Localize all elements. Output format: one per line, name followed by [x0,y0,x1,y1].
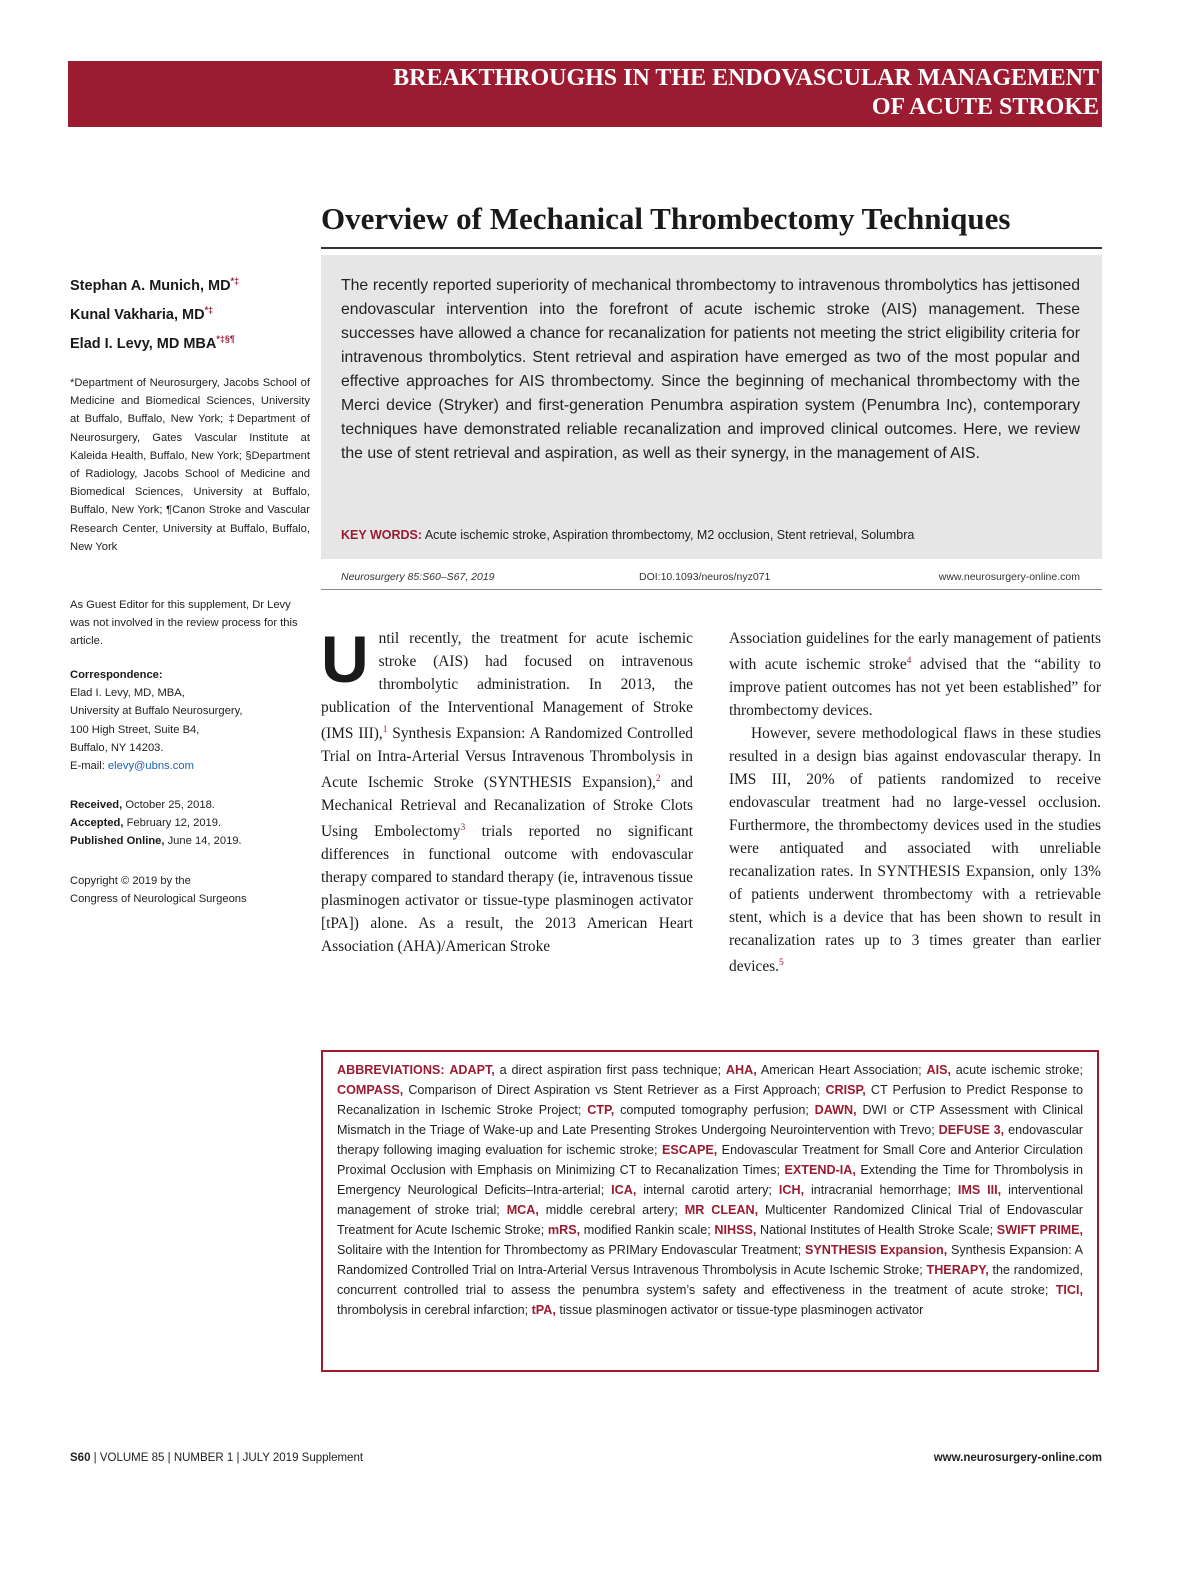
banner-line-1: BREAKTHROUGHS IN THE ENDOVASCULAR MANAGEMENT [393,65,1099,91]
ref-5[interactable]: 5 [779,958,784,969]
journal-url[interactable]: www.neurosurgery-online.com [938,571,1080,583]
abbreviation-definition: Solitaire with the Intention for Thrombectomy as PRIMary Endovascular Treatment; [337,1243,805,1257]
volume: VOLUME 85 [99,1452,165,1464]
drop-cap: U [321,622,369,696]
abbreviation-definition: a direct aspiration first pass technique; [494,1063,726,1077]
abbreviation-term: DAWN, [814,1103,857,1117]
received-date: Received, October 25, 2018. [70,799,215,811]
abbreviation-term: CTP, [587,1103,615,1117]
abbreviation-term: SWIFT PRIME, [996,1223,1083,1237]
abbreviation-definition: computed tomography perfusion; [614,1103,815,1117]
abbreviation-term: THERAPY, [926,1263,989,1277]
abbreviation-term: ADAPT, [449,1063,495,1077]
email-link[interactable]: elevy@ubns.com [107,760,194,773]
author-2: Kunal Vakharia, MD*‡ [70,304,214,323]
abbreviation-definition: Extending the Time for Thrombolysis in Emergency Neurological Deficits–Intra-arterial; [337,1163,1083,1197]
abbreviation-definition: National Institutes of Health Stroke Scale; [756,1223,997,1237]
doi[interactable]: DOI:10.1093/neuros/nyz071 [639,571,771,583]
article-title: Overview of Mechanical Thrombectomy Techniques [321,201,1011,236]
abbreviation-definition: modified Rankin scale; [580,1223,715,1237]
body-column-1 [321,622,694,958]
abbreviation-definition: American Heart Association; [756,1063,927,1077]
abbreviation-term: NIHSS, [714,1223,757,1237]
correspondence-city: Buffalo, NY 14203. [70,741,164,754]
published-date: Published Online, June 14, 2019. [70,835,242,848]
correspondence-label: Correspondence: [70,669,163,681]
citation-rule [321,589,1102,590]
author-3: Elad I. Levy, MD MBA*‡§¶ [70,333,235,352]
abbreviation-term: tPA, [531,1303,556,1317]
affiliations: *Department of Neurosurgery, Jacobs School of Medicine and Biomedical Sciences, University at Buffalo, Buffalo, New York; ‡Department of Neurosurgery, Gates Vascular Institute at Kaleida Health, Buffalo, New York; §Department of Radiology, Jacobs School of Medicine and Biomedical Sciences, University at Buffalo, Buffalo, New York; ¶Canon Stroke and Vascular Research Center, University at Buffalo, Buffalo, New York [70,377,310,553]
abbreviation-term: ESCAPE, [661,1143,718,1157]
footer-left: S60 | VOLUME 85 | NUMBER 1 | JULY 2019 Supplement [70,1452,364,1464]
abbreviation-definition: CT Perfusion to Predict Response to Recanalization in Ischemic Stroke Project; [337,1083,1083,1117]
ref-2[interactable]: 2 [655,774,661,785]
abbreviation-term: mRS, [547,1223,581,1237]
abbreviation-term: IMS III, [957,1183,1002,1197]
abbreviation-definition: internal carotid artery; [636,1183,779,1197]
abbreviation-definition: endovascular therapy following imaging evaluation for ischemic stroke; [337,1123,1083,1157]
correspondence-org: University at Buffalo Neurosurgery, [70,705,243,718]
ref-3[interactable]: 3 [460,823,466,834]
issue: JULY 2019 Supplement [242,1452,364,1464]
abbreviation-term: DEFUSE 3, [938,1123,1005,1137]
abstract-box [321,255,1102,559]
abbreviation-term: AIS, [926,1063,951,1077]
abbreviation-term: TICI, [1055,1283,1083,1297]
correspondence: Correspondence: Elad I. Levy, MD, MBA, University at Buffalo Neurosurgery, 100 High Street, Suite B4, Buffalo, NY 14203. E-mail: elevy@ubns.com [70,666,310,775]
banner-line-2: OF ACUTE STROKE [871,94,1099,120]
accepted-date: Accepted, February 12, 2019. [70,817,222,830]
abbreviation-term: ICA, [611,1183,637,1197]
abbreviations-box [321,1050,1099,1372]
citation-line [321,569,1102,587]
abstract-text: The recently reported superiority of mechanical thrombectomy to intravenous thrombolytics has jettisoned endovascular intervention into the forefront of acute ischemic stroke (AIS) management. These successes have allowed a chance for recanalization for patients not meeting the strict eligibility criteria for intravenous thrombolytics. Stent retrieval and aspiration have emerged as two of the most popular and effective approaches for AIS thrombectomy. Since the beginning of mechanical thrombectomy with the Merci device (Stryker) and first-generation Penumbra aspiration system (Penumbra Inc), contemporary techniques have demonstrated reliable recanalization and improved clinical outcomes. Here, we review the use of stent retrieval and aspiration, as well as their synergy, in the management of AIS. [341,277,1080,462]
abbreviation-term: MCA, [506,1203,539,1217]
abbreviation-definition: intracranial hemorrhage; [804,1183,958,1197]
abbreviation-definition: Comparison of Direct Aspiration vs Stent Retriever as a First Approach; [403,1083,826,1097]
body-paragraph: Until recently, the treatment for acute ischemic stroke (AIS) had focused on intravenous thrombolytic administration. In 2013, the publication of the Interventional Management of Stroke (IMS III),$^1$ Synthesis Expansion: A Randomized Controlled Trial on Intra-Arterial Versus Intravenous Thrombolysis in Acute Ischemic Stroke (SYNTHESIS Expansion),$^2$ and Mechanical Retrieval and Recanalization of Stroke Clots Using Embolectomy$^3$ trials reported no significant differences in functional outcome with endovascular therapy compared to standard therapy (ie, intravenous tissue plasminogen activator or tissue-type plasminogen activator [tPA]) alone. As a result, the 2013 American Heart Association (AHA)/American Stroke [321,622,694,956]
abbreviation-term: EXTEND-IA, [784,1163,856,1177]
abbreviation-definition: DWI or CTP Assessment with Clinical Mismatch in the Triage of Wake-up and Late Presenting Strokes Undergoing Neurointervention with Trevo; [337,1103,1084,1137]
section-banner [68,61,1102,127]
abbreviation-definition: Synthesis Expansion: A Randomized Controlled Trial on Intra-Arterial Versus Intravenous Thrombolysis in Acute Ischemic Stroke; [337,1243,1083,1277]
correspondence-name: Elad I. Levy, MD, MBA, [70,687,185,700]
footer-url[interactable]: www.neurosurgery-online.com [933,1452,1102,1464]
abbreviation-term: ICH, [778,1183,805,1197]
abbreviation-definition: tissue plasminogen activator or tissue-type plasminogen activator [555,1303,924,1317]
abbreviation-definition: Multicenter Randomized Clinical Trial of Endovascular Treatment for Acute Ischemic Stroke; [337,1203,1083,1237]
journal-citation: Neurosurgery 85:S60–S67, 2019 [341,571,495,583]
body-paragraph: However, severe methodological flaws in these studies resulted in a design bias against endovascular therapy. In IMS III, 20% of patients randomized to receive endovascular treatment had no large-vessel occlusion. Furthermore, the thrombectomy devices used in the studies were antiquated and associated with unreliable recanalization rates. In SYNTHESIS Expansion, only 13% of patients underwent thrombectomy with a retrievable stent, which is a device that has been shown to result in recanalization rates up to 3 times greater than earlier devices.$^5$ [729,725,1101,976]
keywords: KEY WORDS: Acute ischemic stroke, Aspiration thrombectomy, M2 occlusion, Stent retrieval, Solumbra [341,528,915,542]
author-list [70,276,315,362]
abbreviation-definition: acute ischemic stroke; [950,1063,1083,1077]
abbreviations-text [337,1060,1083,1320]
abbreviation-definition: middle cerebral artery; [538,1203,685,1217]
author-1: Stephan A. Munich, MD*‡ [70,276,240,294]
abbreviation-definition: interventional management of stroke trial; [337,1183,1084,1217]
ref-1[interactable]: 1 [382,725,388,735]
abbreviation-definition: thrombolysis in cerebral infarction; [337,1303,532,1317]
article-dates [70,796,310,851]
guest-editor-note: As Guest Editor for this supplement, Dr Levy was not involved in the review process for this article. [70,599,298,648]
body-paragraph: Association guidelines for the early management of patients with acute ischemic stroke$^4$ advised that the “ability to improve patient outcomes has not yet been established” for thrombectomy devices. [729,630,1101,720]
body-column-2 [729,627,1101,978]
abbreviation-term: CRISP, [825,1083,866,1097]
abbreviation-term: AHA, [725,1063,757,1077]
page-number: S60 [70,1452,91,1464]
abbreviation-definition: the randomized, concurrent controlled trial to assess the penumbra system’s safety and effectiveness in the treatment of acute stroke; [337,1263,1083,1297]
abbreviation-term: SYNTHESIS Expansion, [804,1243,948,1257]
abbreviation-term: MR CLEAN, [684,1203,759,1217]
copyright: Copyright © 2019 by the Congress of Neurological Surgeons [70,875,247,906]
ref-4[interactable]: 4 [906,656,912,666]
abbreviations-label: ABBREVIATIONS: [337,1063,445,1077]
abbreviation-definition: Endovascular Treatment for Small Core and Anterior Circulation Proximal Occlusion with Emphasis on Minimizing CT to Recanalization Times; [337,1143,1084,1177]
title-rule [321,247,1102,249]
correspondence-street: 100 High Street, Suite B4, [70,723,200,736]
issue-number: NUMBER 1 [173,1452,234,1464]
abbreviation-term: COMPASS, [337,1083,404,1097]
